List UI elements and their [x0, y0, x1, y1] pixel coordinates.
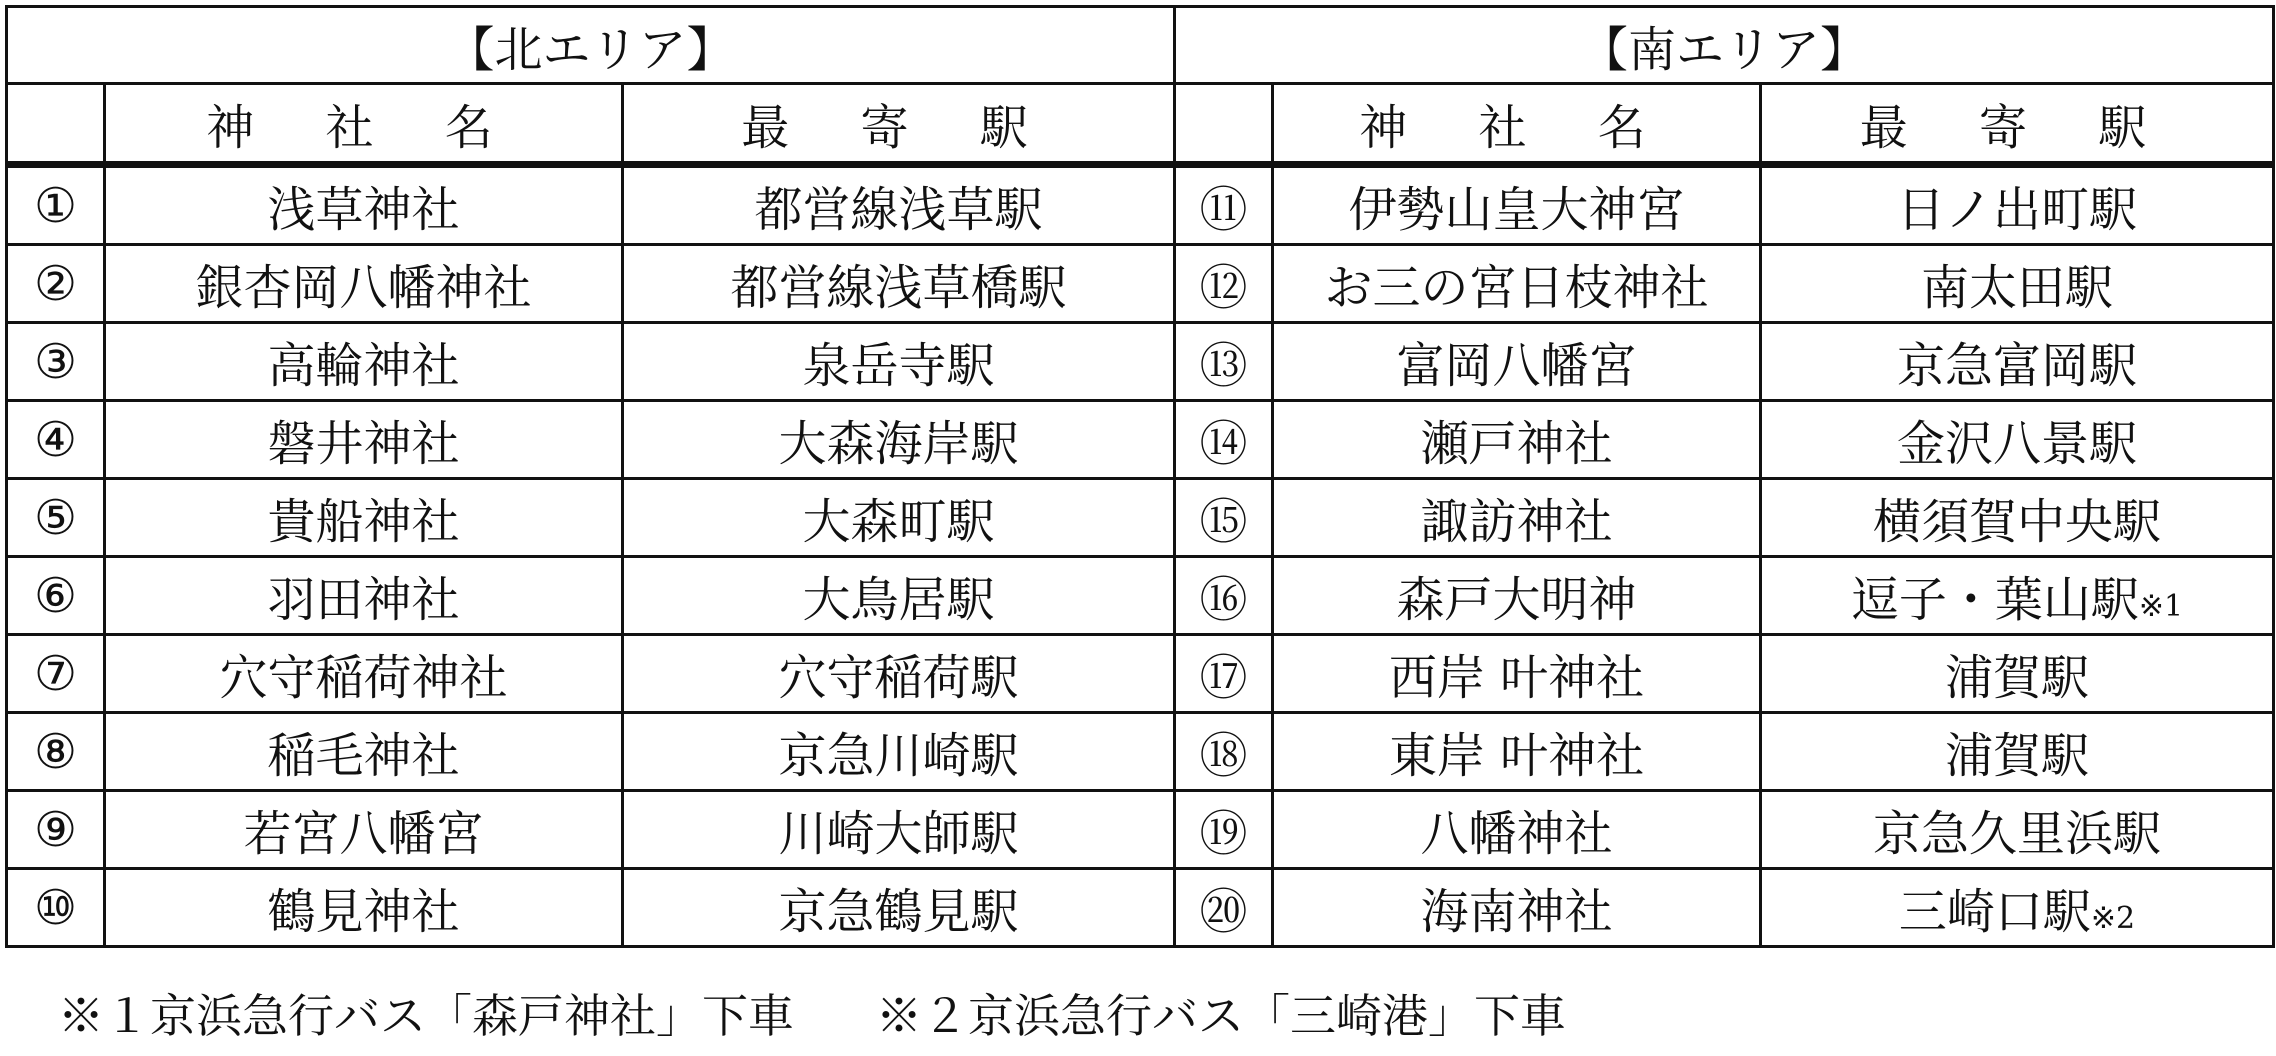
station-name: 京急久里浜駅: [1873, 806, 2162, 862]
south-area-title: 【南エリア】: [1175, 7, 2274, 84]
north-shrine-name: 銀杏岡八幡神社: [105, 245, 623, 323]
north-shrine-name: 若宮八幡宮: [105, 791, 623, 869]
station-name: 金沢八景駅: [1897, 416, 2138, 472]
north-station-header: 最 寄 駅: [623, 84, 1175, 165]
footnote-1: ※１京浜急行バス「森戸神社」下車: [58, 989, 794, 1043]
station-name: 浦賀駅: [1945, 728, 2090, 784]
south-nearest-station: [1761, 635, 2274, 713]
south-shrine-name: 富岡八幡宮: [1273, 323, 1761, 401]
south-shrine-name: 諏訪神社: [1273, 479, 1761, 557]
station-footnote-mark: ※2: [2090, 901, 2136, 936]
north-shrine-name: 羽田神社: [105, 557, 623, 635]
south-shrine-name: 瀬戸神社: [1273, 401, 1761, 479]
north-row-number: ⑤: [7, 479, 105, 557]
south-row-number: ⑰: [1175, 635, 1273, 713]
north-row-number: ⑧: [7, 713, 105, 791]
north-row-number: ⑩: [7, 869, 105, 947]
north-row-number: ⑦: [7, 635, 105, 713]
north-shrine-name: 穴守稲荷神社: [105, 635, 623, 713]
table-row: [7, 323, 2274, 401]
table-row: [7, 401, 2274, 479]
south-row-number: ⑯: [1175, 557, 1273, 635]
station-name: 京急富岡駅: [1897, 338, 2138, 394]
north-row-number: ③: [7, 323, 105, 401]
north-nearest-station: 大森町駅: [623, 479, 1175, 557]
north-area-title: 【北エリア】: [7, 7, 1175, 84]
south-shrine-name: 海南神社: [1273, 869, 1761, 947]
north-shrine-name: 稲毛神社: [105, 713, 623, 791]
south-number-header: [1175, 84, 1273, 165]
south-nearest-station: [1761, 165, 2274, 245]
area-header-row: [7, 7, 2274, 84]
north-nearest-station: 都営線浅草駅: [623, 165, 1175, 245]
table-row: [7, 635, 2274, 713]
station-name: 南太田駅: [1921, 260, 2114, 316]
south-nearest-station: [1761, 869, 2274, 947]
south-shrine-header: 神 社 名: [1273, 84, 1761, 165]
south-shrine-name: 東岸 叶神社: [1273, 713, 1761, 791]
north-shrine-name: 高輪神社: [105, 323, 623, 401]
south-shrine-name: 伊勢山皇大神宮: [1273, 165, 1761, 245]
north-row-number: ⑨: [7, 791, 105, 869]
north-nearest-station: 穴守稲荷駅: [623, 635, 1175, 713]
table-row: [7, 165, 2274, 245]
footnotes: [58, 980, 1566, 1046]
north-nearest-station: 大森海岸駅: [623, 401, 1175, 479]
south-nearest-station: [1761, 791, 2274, 869]
north-row-number: ⑥: [7, 557, 105, 635]
south-row-number: ⑮: [1175, 479, 1273, 557]
table-row: [7, 791, 2274, 869]
south-row-number: ⑱: [1175, 713, 1273, 791]
north-shrine-name: 浅草神社: [105, 165, 623, 245]
south-shrine-name: 八幡神社: [1273, 791, 1761, 869]
south-row-number: ⑪: [1175, 165, 1273, 245]
north-row-number: ①: [7, 165, 105, 245]
north-nearest-station: 川崎大師駅: [623, 791, 1175, 869]
column-header-row: [7, 84, 2274, 165]
station-name: 浦賀駅: [1945, 650, 2090, 706]
north-row-number: ④: [7, 401, 105, 479]
north-shrine-name: 鶴見神社: [105, 869, 623, 947]
footnote-2: ※２京浜急行バス「三崎港」下車: [876, 989, 1566, 1043]
station-footnote-mark: ※1: [2138, 589, 2184, 624]
station-name: 横須賀中央駅: [1873, 494, 2162, 550]
south-row-number: ⑬: [1175, 323, 1273, 401]
south-nearest-station: [1761, 557, 2274, 635]
south-station-header: 最 寄 駅: [1761, 84, 2274, 165]
north-shrine-header: 神 社 名: [105, 84, 623, 165]
table-row: [7, 869, 2274, 947]
station-name: 三崎口駅: [1898, 884, 2091, 940]
north-nearest-station: 泉岳寺駅: [623, 323, 1175, 401]
south-row-number: ⑭: [1175, 401, 1273, 479]
south-row-number: ⑳: [1175, 869, 1273, 947]
south-shrine-name: お三の宮日枝神社: [1273, 245, 1761, 323]
north-row-number: ②: [7, 245, 105, 323]
south-nearest-station: [1761, 323, 2274, 401]
table-row: [7, 245, 2274, 323]
north-nearest-station: 京急川崎駅: [623, 713, 1175, 791]
north-number-header: [7, 84, 105, 165]
north-shrine-name: 磐井神社: [105, 401, 623, 479]
station-name: 逗子・葉山駅: [1850, 572, 2139, 628]
south-nearest-station: [1761, 401, 2274, 479]
shrine-table-wrapper: [5, 5, 2272, 948]
north-nearest-station: 都営線浅草橋駅: [623, 245, 1175, 323]
north-nearest-station: 大鳥居駅: [623, 557, 1175, 635]
south-shrine-name: 西岸 叶神社: [1273, 635, 1761, 713]
north-shrine-name: 貴船神社: [105, 479, 623, 557]
south-nearest-station: [1761, 245, 2274, 323]
south-shrine-name: 森戸大明神: [1273, 557, 1761, 635]
south-row-number: ⑲: [1175, 791, 1273, 869]
south-row-number: ⑫: [1175, 245, 1273, 323]
south-nearest-station: [1761, 479, 2274, 557]
table-row: [7, 557, 2274, 635]
station-name: 日ノ出町駅: [1897, 182, 2138, 238]
north-nearest-station: 京急鶴見駅: [623, 869, 1175, 947]
south-nearest-station: [1761, 713, 2274, 791]
table-row: [7, 479, 2274, 557]
table-row: [7, 713, 2274, 791]
shrine-station-table: [5, 5, 2275, 948]
